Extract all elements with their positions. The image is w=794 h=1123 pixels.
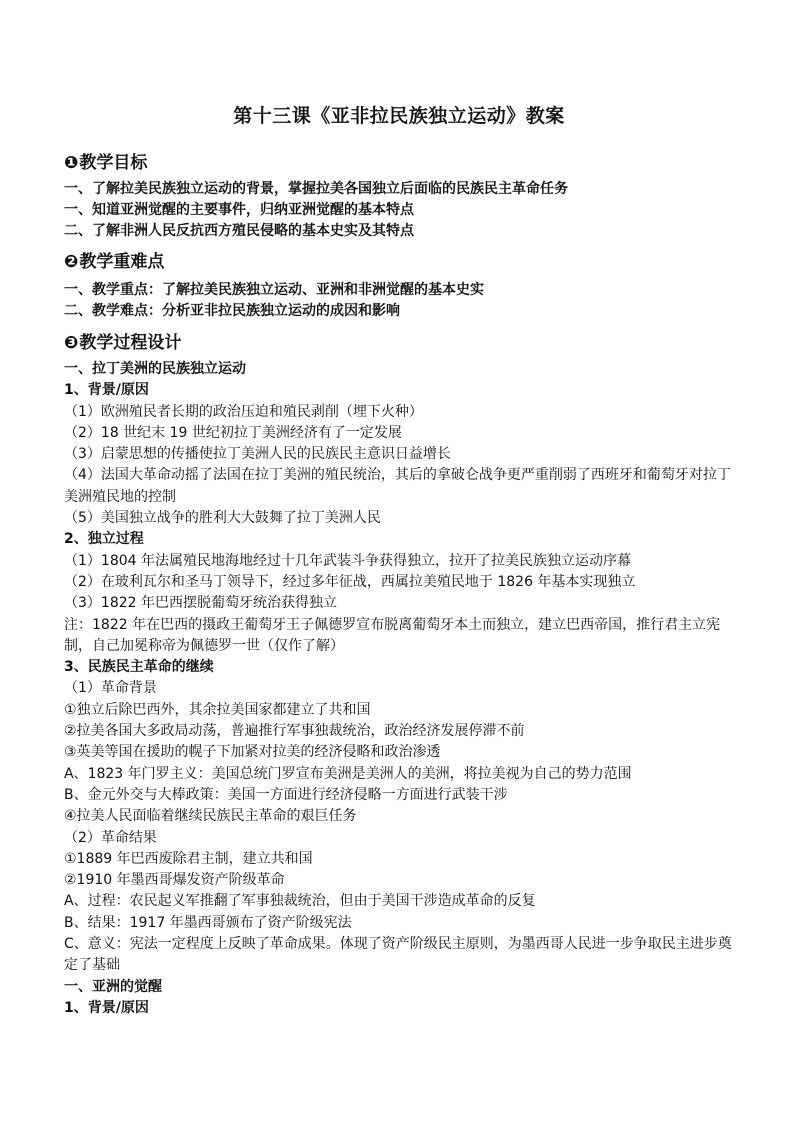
content-line: （1）革命背景 [64,680,157,697]
section-process [64,331,734,1019]
objective-list [64,179,734,242]
section-number-marker: ❶ [64,153,79,173]
content-line: A、1823 年门罗主义：美国总统门罗宣布美洲是美洲人的美洲，将拉美视为自己的势力范围 [64,765,632,782]
section-heading-text: 教学过程设计 [79,333,182,353]
content-line: （3）启蒙思想的传播使拉丁美洲人民的民族民主意识日益增长 [64,446,451,463]
content-line: （1）欧洲殖民者长期的政治压迫和殖民剥削（埋下火种） [64,403,423,420]
list-item: 一、了解拉美民族独立运动的背景，掌握拉美各国独立后面临的民族民主革命任务 [64,181,568,197]
section-number-marker: ❷ [64,252,79,272]
content-line: 注：1822 年在巴西的摄政王葡萄牙王子佩德罗宣布脱离葡萄牙本土而独立，建立巴西帝国，推行君主立宪制，自己加冕称帝为佩德罗一世（仅作了解） [64,616,721,654]
content-line: 1、背景/原因 [64,382,149,399]
content-line: 一、亚洲的觉醒 [64,978,162,995]
content-line: 2、独立过程 [64,531,144,548]
key-point-list [64,280,734,322]
content-line: （4）法国大革命动摇了法国在拉丁美洲的殖民统治，其后的拿破仑战争更严重削弱了西班牙和葡萄牙对拉丁美洲殖民地的控制 [64,467,731,505]
content-line: B、金元外交与大棒政策：美国一方面进行经济侵略一方面进行武装干涉 [64,786,508,803]
content-line: 一、拉丁美洲的民族独立运动 [64,361,246,377]
content-line: ②1910 年墨西哥爆发资产阶级革命 [64,872,285,889]
content-line: A、过程：农民起义军推翻了军事独裁统治，但由于美国干涉造成革命的反复 [64,893,536,910]
list-item: 一、知道亚洲觉醒的主要事件，归纳亚洲觉醒的基本特点 [64,202,414,218]
content-line: C、意义：宪法一定程度上反映了革命成果。体现了资产阶级民主原则，为墨西哥人民进一步争取民主进步奠定了基础 [64,936,732,974]
process-content [64,359,734,1019]
content-line: （2）在玻利瓦尔和圣马丁领导下，经过多年征战，西属拉美殖民地于 1826 年基本实现独立 [64,573,636,590]
page-title: 第十三课《亚非拉民族独立运动》教案 [233,105,565,127]
list-item: 一、教学重点：了解拉美民族独立运动、亚洲和非洲觉醒的基本史实 [64,282,484,298]
list-item: 二、教学难点：分析亚非拉民族独立运动的成因和影响 [64,303,400,319]
list-item: 二、了解非洲人民反抗西方殖民侵略的基本史实及其特点 [64,223,414,239]
section-heading-key-points [64,250,734,274]
section-heading-text: 教学目标 [79,153,148,173]
section-number-marker: ❸ [64,333,79,353]
section-objectives [64,151,734,242]
content-line: B、结果：1917 年墨西哥颁布了资产阶级宪法 [64,914,352,931]
content-line: （2）革命结果 [64,829,157,846]
section-key-points [64,250,734,322]
content-line: （3）1822 年巴西摆脱葡萄牙统治获得独立 [64,595,337,612]
content-line: （5）美国独立战争的胜利大大鼓舞了拉丁美洲人民 [64,510,381,527]
content-line: （1）1804 年法属殖民地海地经过十几年武装斗争获得独立，拉开了拉美民族独立运动序幕 [64,552,631,569]
content-line: ①独立后除巴西外，其余拉美国家都建立了共和国 [64,701,371,718]
content-line: ①1889 年巴西废除君主制，建立共和国 [64,850,313,867]
content-line: （2）18 世纪末 19 世纪初拉丁美洲经济有了一定发展 [64,424,402,441]
content-line: ③英美等国在援助的幌子下加紧对拉美的经济侵略和政治渗透 [64,744,441,761]
section-heading-objectives [64,151,734,175]
content-line: ②拉美各国大多政局动荡，普遍推行军事独裁统治，政治经济发展停滞不前 [64,723,525,740]
content-line: 1、背景/原因 [64,999,149,1016]
section-heading-process [64,331,734,355]
content-line: 3、民族民主革命的继续 [64,659,214,676]
section-heading-text: 教学重难点 [79,252,165,272]
content-line: ④拉美人民面临着继续民族民主革命的艰巨任务 [64,808,357,825]
